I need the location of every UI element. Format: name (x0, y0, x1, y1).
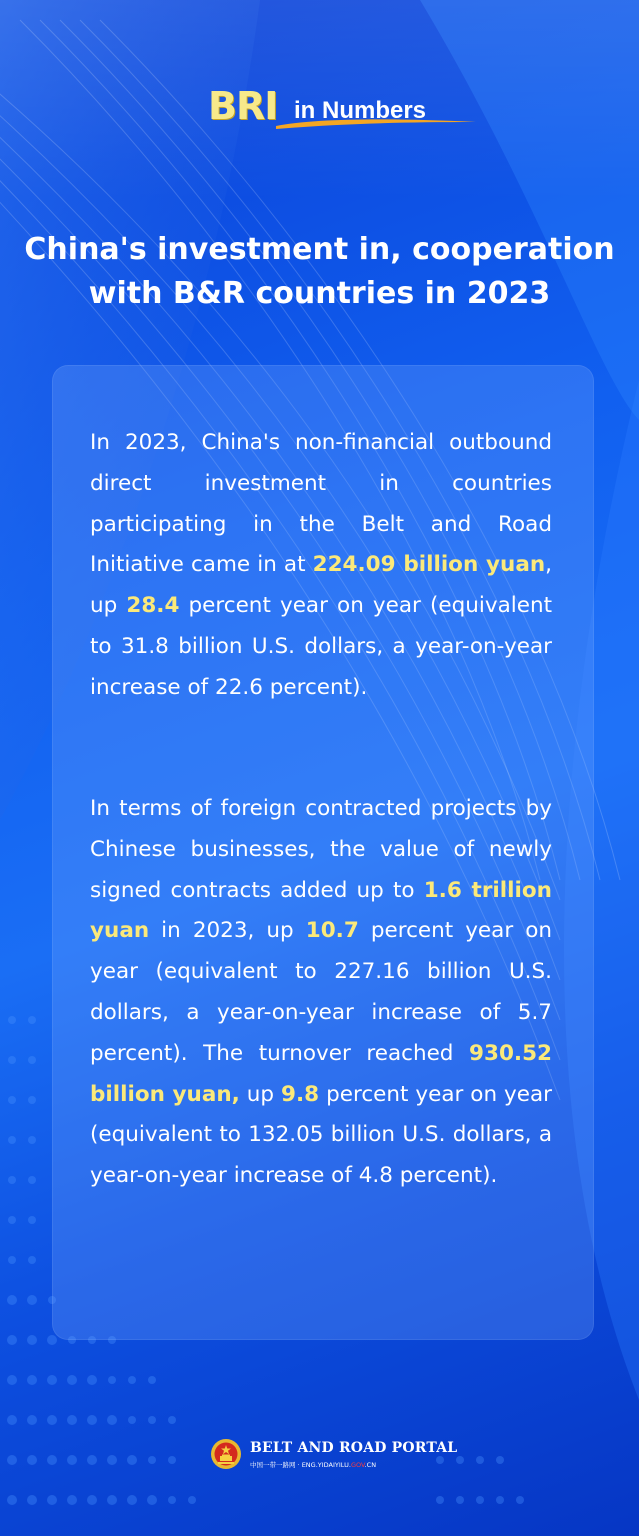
p1-text-3: percent year on year (equivalent to 31.8 billion U.S. dollars, a year-on-year increase of 22.6 percent). (90, 593, 552, 700)
content-panel (52, 365, 594, 1340)
footer-sub-url-c: .CN (364, 1461, 377, 1469)
footer-portal-subtitle (250, 1460, 376, 1469)
p2-highlight-turnover-value: 930.52 billion yuan, (90, 1040, 552, 1107)
footer-portal-title: BELT AND ROAD PORTAL (250, 1440, 458, 1456)
p1-highlight-investment-value: 224.09 billion yuan (312, 552, 546, 578)
p2-text-2: in 2023, up (149, 918, 306, 944)
p2-highlight-turnover-growth: 9.8 (281, 1081, 320, 1107)
logo-in-numbers-text: in Numbers (294, 97, 427, 124)
bri-in-numbers-logo (208, 86, 468, 134)
p2-highlight-contract-value: 1.6 trillion yuan (90, 877, 552, 944)
p2-highlight-contract-growth: 10.7 (305, 918, 359, 944)
p2-text-4: up (239, 1081, 282, 1107)
p2-text-5: percent year on year (equivalent to 132.05 billion U.S. dollars, a year-on-year increase of 4.8 percent). (90, 1081, 553, 1189)
p1-text-2: , up (90, 552, 552, 619)
footer-sub-cn: 中国一带一路网 (250, 1461, 296, 1469)
p1-text-1: In 2023, China's non-financial outbound direct investment in countries participating in the Belt and Road Initiative came in at (90, 430, 552, 578)
title-line-1: China's investment in, cooperation (24, 232, 615, 267)
logo-bri-text: BRI (208, 84, 278, 128)
p1-highlight-growth-rate: 28.4 (126, 593, 180, 619)
footer-sub-url-a: ENG.YIDAIYILU. (301, 1461, 351, 1469)
p2-text-3: percent year on year (equivalent to 227.16 billion U.S. dollars, a year-on-year increase of 5.7 percent). The turnover reached (90, 918, 552, 1066)
title-line-2: with B&R countries in 2023 (88, 276, 551, 311)
footer-sub-separator: · (295, 1461, 302, 1469)
paragraph-investment (90, 423, 552, 709)
footer-sub-url-b: GOV (350, 1461, 365, 1469)
belt-and-road-portal-footer (210, 1438, 470, 1478)
p2-text-1: In terms of foreign contracted projects by Chinese businesses, the value of newly signed contracts added up to (90, 796, 552, 903)
national-emblem-icon (210, 1438, 242, 1470)
page-title (20, 228, 619, 316)
paragraph-contracted-projects (90, 789, 552, 1197)
